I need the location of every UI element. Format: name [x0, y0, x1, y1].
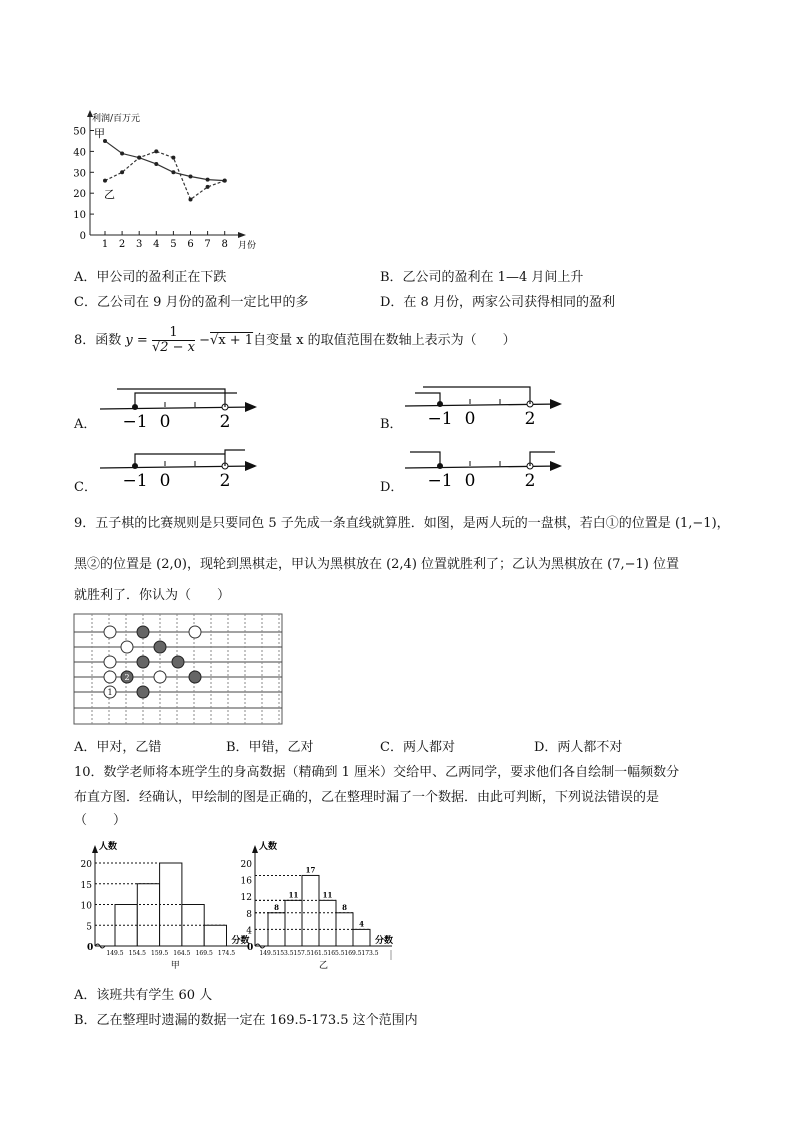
hist-yi-caption: 乙 — [319, 961, 329, 971]
x-tick-label: 2 — [118, 239, 126, 250]
y-tick-label: 20 — [73, 189, 86, 201]
tick-label: 0 — [159, 471, 171, 491]
q9-option-b[interactable]: B．甲错，乙对 — [226, 740, 314, 755]
y-tick-label: 40 — [73, 147, 86, 159]
q9-option-a[interactable]: A．甲对，乙错 — [74, 740, 162, 755]
hist-yi-bar-label: 8 — [342, 902, 347, 912]
y-axis-label: 利润/百万元 — [92, 114, 141, 124]
tick-label: 0 — [464, 409, 476, 429]
q8-y: y = — [125, 333, 148, 348]
hist-yi-y-tick-label: 16 — [240, 876, 252, 887]
series-label: 甲 — [94, 126, 105, 140]
q8-root: √x + 1 — [210, 333, 254, 348]
hist-yi-bar-label: 4 — [359, 919, 364, 929]
hist-yi-bin-label: 157.5 — [293, 950, 311, 957]
hist-jia-y-tick-label: 5 — [86, 922, 92, 933]
hist-jia-bar — [115, 905, 137, 947]
q9-option-c[interactable]: C．两人都对 — [380, 740, 455, 755]
tick-label: −1 — [122, 412, 148, 432]
arrow-icon — [252, 845, 258, 853]
hist-yi-bin-label: 153.5 — [276, 950, 294, 957]
x-axis-label: 月份 — [238, 241, 257, 251]
hist-yi-bin-label: 169.5 — [344, 950, 362, 957]
q8-denominator: √2 − x — [151, 340, 195, 355]
q9-line3: 就胜利了．你认为（ ） — [74, 588, 231, 603]
hist-jia-caption: 甲 — [170, 961, 180, 971]
hist-jia-y-tick-label: 15 — [80, 880, 92, 891]
q7-option-c[interactable]: C．乙公司在 9 月份的盈利一定比甲的多 — [74, 295, 309, 310]
hist-yi-bar — [302, 875, 319, 946]
hist-jia-bar — [137, 884, 159, 946]
tick-label: −1 — [427, 409, 453, 429]
hist-yi-bar-label: 11 — [288, 890, 299, 900]
q7-option-b[interactable]: B．乙公司的盈利在 1—4 月间上升 — [380, 270, 584, 285]
hist-jia-ylabel: 人数 — [99, 842, 118, 852]
hist-yi-origin: 0 — [247, 943, 254, 953]
hist-jia-xlabel: 分数 — [231, 936, 250, 946]
q10-line3: （ ） — [74, 813, 127, 828]
q8-option-b-label[interactable]: B． — [380, 417, 403, 432]
hist-yi-bar-label: 17 — [305, 865, 316, 875]
y-tick-label: 50 — [73, 126, 86, 138]
q8-prefix: 8．函数 — [74, 333, 122, 348]
q8-numerator: 1 — [152, 326, 195, 341]
q8-option-a-label[interactable]: A． — [74, 417, 97, 432]
hist-jia-bin-label: 154.5 — [128, 950, 146, 957]
hist-jia-bar — [204, 925, 226, 946]
hist-yi-bin-label: 165.5 — [327, 950, 345, 957]
hist-jia-bin-label: 174.5 — [217, 950, 236, 957]
tick-label: 0 — [159, 412, 171, 432]
tick-label: 2 — [219, 412, 231, 432]
tick-label: −1 — [427, 471, 453, 491]
q10-option-a[interactable]: A．该班共有学生 60 人 — [74, 988, 213, 1003]
hist-jia-bin-label: 149.5 — [106, 950, 124, 957]
hist-yi-bar — [285, 900, 302, 946]
tick-label: 0 — [464, 471, 476, 491]
hist-jia-bin-label: 159.5 — [151, 950, 169, 957]
x-tick-label: 3 — [136, 239, 143, 250]
arrow-icon — [92, 845, 98, 853]
q7-option-a[interactable]: A．甲公司的盈利正在下跌 — [74, 270, 227, 285]
hist-jia-origin: 0 — [87, 943, 94, 953]
hist-jia-y-tick-label: 10 — [80, 901, 92, 912]
q8-suffix: 自变量 x 的取值范围在数轴上表示为（ ） — [253, 333, 516, 348]
y-tick-label: 30 — [73, 168, 86, 180]
series-label: 乙 — [104, 188, 115, 202]
y-tick-label: 10 — [73, 210, 86, 222]
q7-option-d[interactable]: D．在 8 月份，两家公司获得相同的盈利 — [380, 295, 615, 310]
tick-label: −1 — [122, 471, 148, 491]
hist-yi-bar — [353, 929, 370, 946]
q10-option-b[interactable]: B．乙在整理时遗漏的数据一定在 169.5-173.5 这个范围内 — [74, 1013, 418, 1028]
hist-yi-bar-label: 11 — [322, 890, 333, 900]
x-tick-label: 8 — [221, 239, 228, 250]
tick-label: 2 — [524, 471, 536, 491]
q9-line2: 黑②的位置是 (2,0)，现轮到黑棋走，甲认为黑棋放在 (2,4) 位置就胜利了；乙认为黑棋放在 (7,−1) 位置 — [74, 557, 680, 572]
hist-yi-bar-label: 8 — [274, 902, 279, 912]
hist-yi-bin-label: 161.5 — [310, 950, 328, 957]
x-tick-label: 6 — [187, 239, 194, 250]
hist-yi-ylabel: 人数 — [259, 842, 278, 852]
hist-yi-y-tick-label: 20 — [240, 860, 252, 870]
hist-jia-bar — [160, 863, 182, 946]
x-tick-label: 4 — [153, 239, 160, 250]
hist-yi-xlabel: 分数 — [375, 936, 394, 946]
hist-yi-y-tick-label: 4 — [246, 926, 252, 937]
hist-yi-bin-label: 173.5 — [361, 950, 379, 957]
hist-jia-bin-label: 164.5 — [173, 950, 191, 957]
q9-option-d[interactable]: D．两人都不对 — [534, 740, 623, 755]
x-tick-label: 5 — [170, 239, 177, 250]
hist-yi-y-tick-label: 8 — [246, 909, 252, 920]
q8-minus: − — [199, 333, 211, 348]
q8-option-d-label[interactable]: D． — [380, 480, 404, 495]
q10-line2: 布直方图．经确认，甲绘制的图是正确的，乙在整理时漏了一个数据．由此可判断，下列说法错误的是 — [74, 790, 660, 805]
tick-label: 2 — [219, 471, 231, 491]
hist-jia-bin-label: 169.5 — [195, 950, 213, 957]
y-tick-label: 0 — [79, 231, 86, 242]
white-stone-1-label: 1 — [107, 688, 113, 697]
hist-jia-y-tick-label: 20 — [80, 860, 92, 870]
q9-line1: 9．五子棋的比赛规则是只要同色 5 子先成一条直线就算胜．如图，是两人玩的一盘棋，若白①的位置是 (1,−1)， — [74, 516, 730, 531]
hist-yi-bin-label: 149.5 — [259, 950, 277, 957]
black-stone-2-label: 2 — [124, 673, 130, 682]
x-tick-label: 1 — [101, 239, 109, 250]
q10-line1: 10．数学老师将本班学生的身高数据（精确到 1 厘米）交给甲、乙两同学，要求他们各自绘制一幅频数分 — [74, 765, 680, 780]
hist-yi-bar — [319, 900, 336, 946]
hist-yi-y-tick-label: 12 — [240, 893, 252, 904]
q8-option-c-label[interactable]: C． — [74, 480, 97, 495]
tick-label: 2 — [524, 409, 536, 429]
x-tick-label: 7 — [204, 239, 211, 250]
